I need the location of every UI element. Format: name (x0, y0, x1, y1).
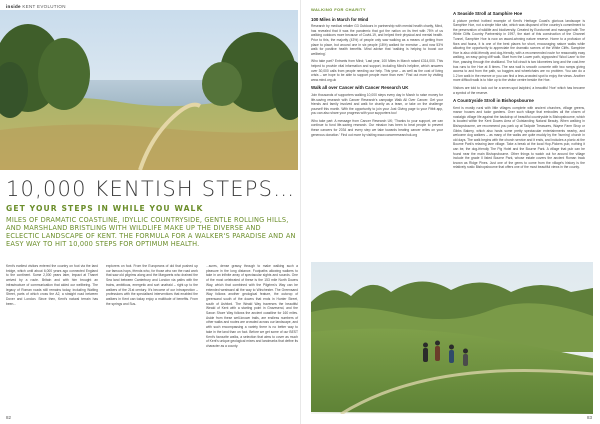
left-body-col-1: Kent's earliest visitors entered the country on foot via the land bridge, which until about 6,000 years ago connected England to the continent. Some 2,000 years later, Impact at Thanet arrived by a route. Britain and with him brought an infrastructure of communication that aided our wellbeing. The legacy of Roman roads still remains today, including Watling Street, parts of which cross the A2, a straight road between Dover and London. Since then, Kent's natural terrain has been... (6, 264, 98, 306)
cancer-para-1: Join thousands of supporters walking 10,000 steps every day in March to raise money for life-saving research with Cancer Research's campaign Walk All Over Cancer. Get your friends and family involved and walk for charity as a team, or take on the challenge yourself this month. With the opportunity to join your Just Giving page to your Fitbit app, you can also share your progress with your supporters too! (311, 92, 443, 116)
masthead-section: KENT EVOLUTION (22, 4, 66, 9)
left-body-columns (6, 264, 298, 349)
mind-para-2: Who take part? Entrants from Mind; 'Last year, 100 Miles in March raised £314,000. This helped to provide vital information and support, including Mind's helpline, which answers over 30,000 calls from people needing our help. This year – as well as the cost of living crisis – we hope to be able to support people more than ever.' Find out more by visiting www.mind.org.uk (311, 59, 443, 82)
article-title: 10,000 KENTISH STEPS… (6, 177, 296, 201)
article-subtitle: GET YOUR STEPS IN WHILE YOU WALK (6, 204, 204, 213)
samphire-heading: A Seaside Stroll at Samphire Hoe (453, 11, 523, 16)
left-body-col-2: explorers on foot. From the Europeans of old that pushed up our famous hops, friends who, for those who ran the road work that saw old pilgrims along and the Margarets who drained the Sea land between Canterbury and London via paths with the trains, ambitious, energetic and sort unafraid – right up to the walkers of the 21st century. It's become of our introspection – professions with the specialised interventions that enabled the walkers in Kent can today enjoy a multitude of benefits. From the springs and Sus- (106, 264, 198, 306)
walkers-photo (311, 262, 593, 414)
page-number-left: 82 (6, 415, 12, 420)
charity-kicker: WALKING FOR CHARITY (311, 7, 366, 12)
bishopsbourne-para-1: Kent is mostly rural with little villages complete with ancient churches, village greens, manor houses and tudor gardens. Over such village that embodies all the charm of nostalgic village life against the backdrop of beautiful countryside is Bishopsbourne, which is located within the Kent Downs Area of Outstanding Natural Beauty. When walking in Bishopsbourne, we recommend you park up at Tadpole Treasures, Wayne Farm Shop or Gibbs Bakery, which also hosts some pretty spectacular entertainments nearby, and welcome dog walkers – as many of the walks are quite muddy by the 'burning' church in old days. The walk begins with the church service and it ends, and includes a picnic at the Bourne Park's relaxing lane village. Take a break at the local Hop-Pickers pub, nothing it can be, the dog-friendly The Pig Hotel and the Bourne Park. A village that pub can be found near the main Bishopsbourne. Other things to watch out for around the village include the grade II listed Bourne Park, whose estate covers the ancient Roman track known as Ridge Pines. Just one of the gems to come from the village's history is the relatively rustic Bishopsbourne that offers one of the most beautiful views in the county. (453, 105, 585, 170)
cancer-research-heading: Walk all over Cancer with Cancer Research UK (311, 85, 409, 91)
right-column-2 (453, 8, 585, 173)
samphire-para-1: A picture perfect hotbed example of Kent's Heritage Coast's glorious landscape is Samphire Hoe, not a simple hike site, which was disposed of the country's commitment to the preservation of wildlife and biodiversity. Created by Eurotunnel and managed with The White Cliffs Country Partnership in 1997, the start of this construction of the Channel Tunnel, Samphire Hoe is now an award-winning nature reserve. Home to a profusion of flora and fauna, it is one of the best places for short, encouraging nature walks while allowing the opportunity to appreciate the dramatic scenes of the White Cliffs. Samphire Hoe is also child-friendly and dog-friendly, with a recommended route for reasonably easy walking, an easy going cliff walk. Start from the Lower path, signposted 'Wool Lane' to the Hoe, passing through the chalkland. The full circuit is two kilometres long and the cost-free bus runs to the Hoe at 8 times. The sea wall is smooth concrete with two ramps giving access to and from the path, so buggies and wheelchairs are no problem. You can do a 1.2 km walk in the reserve or you can find a less-crowded spot to enjoy the views. Another more difficult walk is to hike up to the visitor centre beside the Hoe. (453, 18, 585, 83)
masthead (6, 4, 66, 9)
page-number-right: 83 (586, 415, 592, 420)
right-page (300, 0, 600, 424)
coastal-hilltop-photo (0, 10, 298, 170)
bishopsbourne-heading: A Countryside Stroll in Bishopsbourne (453, 98, 534, 104)
cancer-para-2: Who take part: A message from Cancer Research UK; 'Thanks to your support, we can continue to fund life-saving research. Our mission has been to beat people to prevent these cancers for 2034 and every step we take towards beating cancer relies on your generous donation.' Find out more by visiting www.cancerresearchuk.org (311, 118, 443, 137)
mind-heading: 100 Miles in March for Mind (311, 16, 369, 22)
samphire-para-2: Visitors are told to look out for a seven-spot ladybird, a beautiful 'Hoe' which has become a symbol of the reserve. (453, 85, 585, 95)
headline-block (6, 178, 296, 248)
article-intro: MILES OF DRAMATIC COASTLINE, IDYLLIC COUNTRYSIDE, GENTLE ROLLING HILLS, AND MARSHLAND BRISTLING WITH WILDLIFE MAKE UP THE DIVERSE AND ECLECTIC LANDSCAPE OF KENT. THE FORMULA FOR A WALKER'S PARADISE AND AN EASY WAY TO HIT 10,000 STEPS FOR OPTIMUM HEALTH. (6, 216, 296, 248)
mind-para-1: Research by medical retailer G3 Outdoors in partnership with mental health charity, Mind, has revealed that it was the pandemic that got the nation on its feet with 75% of us walking outdoors more because of Covid-19, and helped their physical and mental health. Prior to this, the majority (43%) of people only saw walking as a means of getting from place to place, but around one in six people (18%) walked for exercise – and now 53% walk for positive health benefits. Mind advise that 'walking is helping to boost our wellbeing'. (311, 24, 443, 56)
masthead-brand: inside (6, 4, 21, 9)
right-column-1 (311, 8, 443, 140)
left-body-col-3: ...sures, dense grassy through to make walking such a pleasure in the long distance. Footpaths allowing walkers to take in an infinite array of spectacular sights and sounds. One of the most celebrated of these is the 153 mile North Downs Way, which that combined with the Pilgrims's Way can be extended westward all the way to Winchester. The Greensand Way follows another geological feature, the outcrop of greensand south of the downs that ends in Hunter Street, south of Ashford. The Weald Way traverses the beautiful Weald of Kent with a starting point in Gravesend, and the Saxon Shore Way follows the ancient coastline for 160 miles. Aside from these well-known trails, are endless numbers of other walks and routes are crowded across our landscape, and with such encompassing a variety there is no better way to take in the land than on foot. Before we get some of our BEST Kent's favourite walks, a selection that aims to cover as much of Kent's unique geological mixes and landmarks that define its character as a county. (206, 264, 298, 348)
